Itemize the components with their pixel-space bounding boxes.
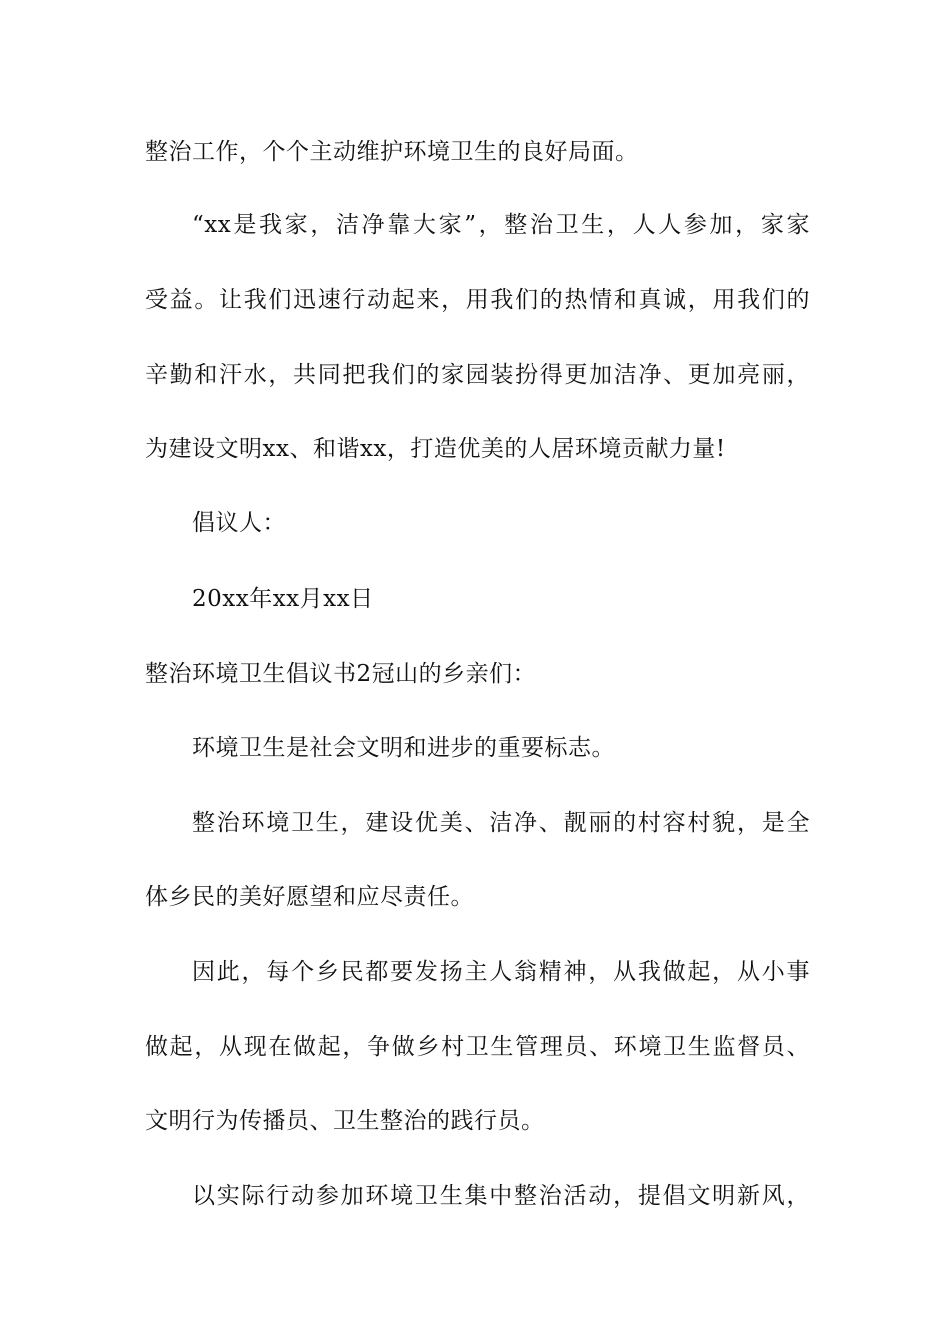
text-line-5: 为建设文明xx、和谐xx，打造优美的人居环境贡献力量!	[145, 436, 726, 462]
text-line-1: 整治工作，个个主动维护环境卫生的良好局面。	[145, 139, 639, 165]
text-line-9: 环境卫生是社会文明和进步的重要标志。	[192, 735, 615, 761]
text-line-4: 辛勤和汗水，共同把我们的家园装扮得更加洁净、更加亮丽，	[145, 362, 810, 388]
text-line-6: 倡议人：	[192, 510, 286, 536]
text-line-8: 整治环境卫生倡议书2冠山的乡亲们：	[145, 661, 537, 687]
text-line-10: 整治环境卫生，建设优美、洁净、靓丽的村容村貌，是全	[192, 810, 810, 836]
text-line-12: 因此，每个乡民都要发扬主人翁精神，从我做起，从小事	[192, 959, 810, 985]
text-line-11: 体乡民的美好愿望和应尽责任。	[145, 884, 474, 910]
text-line-7: 20xx年xx月xx日	[192, 586, 374, 612]
text-line-3: 受益。让我们迅速行动起来，用我们的热情和真诚，用我们的	[145, 287, 810, 313]
text-line-15: 以实际行动参加环境卫生集中整治活动，提倡文明新风，	[192, 1183, 810, 1209]
text-line-14: 文明行为传播员、卫生整治的践行员。	[145, 1108, 545, 1134]
text-line-13: 做起，从现在做起，争做乡村卫生管理员、环境卫生监督员、	[145, 1034, 810, 1060]
text-line-2: “xx是我家，洁净靠大家”，整治卫生，人人参加，家家	[192, 212, 810, 238]
